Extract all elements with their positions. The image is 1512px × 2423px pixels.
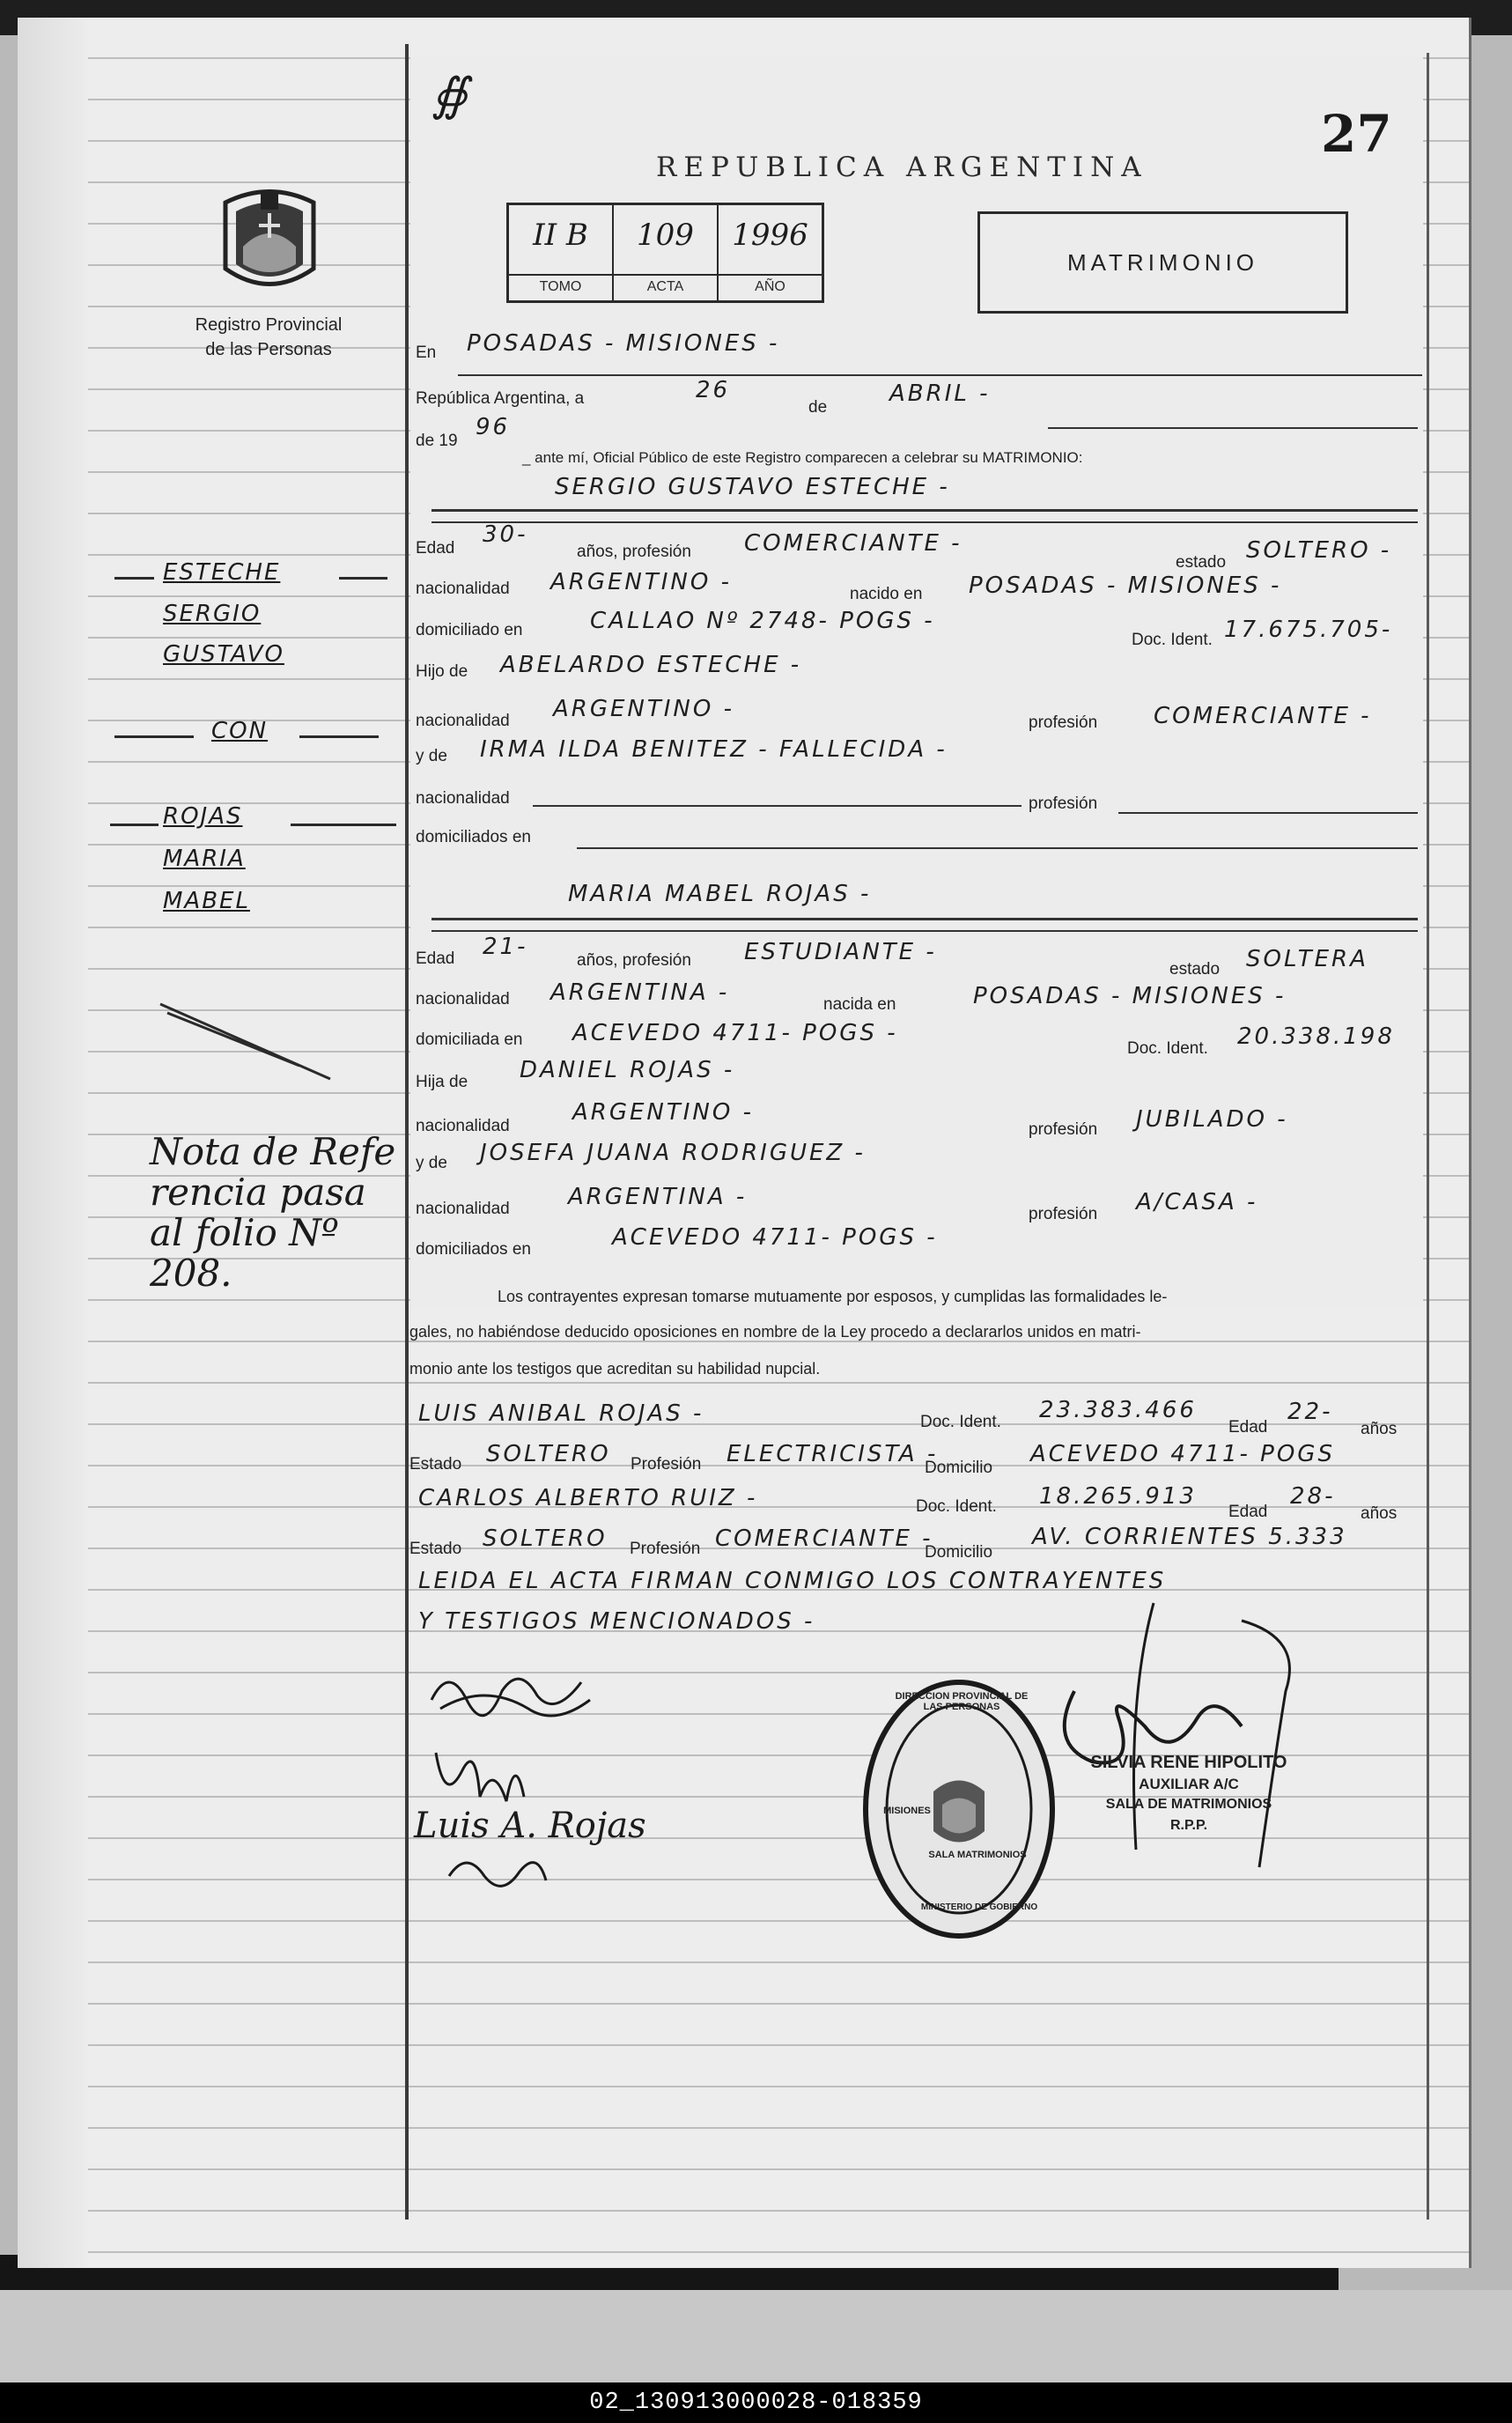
tomo-value: II B [533,218,588,253]
margin-husband-surname: ESTECHE [163,559,281,586]
label-groom-mother-nat: nacionalidad [416,789,510,808]
label-groom-father-prof: profesión [1029,713,1098,732]
label-witness2-domicilio: Domicilio [925,1543,993,1562]
witness2-profession: COMERCIANTE - [715,1525,933,1552]
marriage-month: ABRIL - [889,380,991,407]
margin-husband-name2: GUSTAVO [163,641,284,668]
ano-value: 1996 [732,218,808,253]
groom-father-profession: COMERCIANTE - [1154,703,1372,729]
label-bride-doc: Doc. Ident. [1127,1039,1208,1058]
label-bride-profesion: años, profesión [577,951,691,970]
label-groom-doc: Doc. Ident. [1132,631,1213,649]
label-bride-estado: estado [1169,960,1221,979]
legal-line-2: gales, no habiéndose deducido oposiciones en nombre de la Ley procedo a declararlos unidos en matri- [409,1323,1141,1341]
legal-line-3: monio ante los testigos que acreditan su habilidad nupcial. [409,1360,821,1378]
contrayentes-signatures [414,1647,616,1902]
bride-age: 21- [483,934,528,960]
witness1-age: 22- [1287,1399,1333,1425]
label-witness1-domicilio: Domicilio [925,1459,993,1477]
groom-name: SERGIO GUSTAVO ESTECHE - [555,474,950,500]
groom-doc-id: 17.675.705- [1224,617,1393,643]
label-witness2-profesion: Profesión [630,1540,701,1558]
label-bride-yde: y de [416,1154,447,1172]
ano-label: AÑO [719,274,822,295]
label-groom-hijo: Hijo de [416,662,468,681]
rule [431,918,1418,920]
witness1-address: ACEVEDO 4711- POGS [1030,1441,1335,1467]
margin-wife-name2: MABEL [163,888,250,914]
label-witness1-doc: Doc. Ident. [920,1413,1001,1431]
label-bride-mother-prof: profesión [1029,1205,1098,1223]
groom-birthplace: POSADAS - MISIONES - [969,573,1282,599]
label-ante: _ ante mí, Oficial Público de este Registro comparecen a celebrar su MATRIMONIO: [522,449,1083,466]
label-groom-yde: y de [416,747,447,765]
label-groom-domiciliado: domiciliado en [416,621,523,639]
groom-nationality: ARGENTINO - [550,569,732,595]
label-de19: de 19 [416,432,458,450]
reference-note-line-1: Nota de Refe [150,1130,396,1173]
margin-connector: CON [211,718,269,744]
margin-strike-mark [159,995,335,1083]
margin-dash [299,735,379,738]
margin-dash [110,824,159,826]
bride-address: ACEVEDO 4711- POGS - [572,1020,898,1046]
groom-civil-status: SOLTERO - [1246,537,1392,564]
marriage-year: 96 [476,414,511,440]
tomo-label: TOMO [509,274,612,295]
marriage-day: 26 [696,377,731,403]
bride-father-profession: JUBILADO - [1136,1106,1288,1133]
groom-mother: IRMA ILDA BENITEZ - FALLECIDA - [480,736,948,763]
label-groom-father-nat: nacionalidad [416,712,510,730]
official-title-3: R.P.P. [1169,1818,1208,1833]
label-witness2-estado: Estado [409,1540,462,1558]
seal-bottom-text: MINISTERIO DE GOBIERNO [920,1902,1038,1912]
witness1-doc-id: 23.383.466 [1039,1397,1197,1423]
rule [1118,812,1418,814]
groom-profession: COMERCIANTE - [744,530,963,557]
page-number: 27 [1321,104,1392,164]
groom-address: CALLAO Nº 2748- POGS - [590,608,935,634]
tomo-acta-ano-box [506,203,824,303]
bride-father: DANIEL ROJAS - [520,1057,735,1083]
bride-father-nationality: ARGENTINO - [572,1099,754,1126]
registry-line-2: de las Personas [205,340,332,359]
witness1-profession: ELECTRICISTA - [726,1441,939,1467]
margin-husband-name1: SERGIO [163,601,262,627]
label-bride-father-nat: nacionalidad [416,1117,510,1135]
country-title: REPUBLICA ARGENTINA [656,151,1148,183]
registry-line-1: Registro Provincial [195,315,343,335]
witness1-name: LUIS ANIBAL ROJAS - [418,1400,704,1427]
witness2-civil-status: SOLTERO [483,1525,608,1552]
label-groom-profesion: años, profesión [577,543,691,561]
ano-cell [719,205,822,300]
acta-cell [614,205,719,300]
seal-middle-text: SALA MATRIMONIOS [928,1850,1027,1860]
acta-value: 109 [637,218,694,253]
province-emblem-icon [217,185,322,299]
seal-left-text: MISIONES [883,1806,931,1816]
label-witness2-doc: Doc. Ident. [916,1497,997,1516]
witness2-name: CARLOS ALBERTO RUIZ - [418,1485,758,1511]
label-groom-nacido: nacido en [850,585,923,603]
legal-line-1: Los contrayentes expresan tomarse mutuamente por esposos, y cumplidas las formalidades le- [498,1288,1168,1305]
official-signature [1022,1585,1303,1885]
witness1-civil-status: SOLTERO [486,1441,611,1467]
label-groom-estado: estado [1176,553,1227,572]
bride-name: MARIA MABEL ROJAS - [568,881,872,907]
margin-dash [114,735,194,738]
bride-parents-address: ACEVEDO 4711- POGS - [612,1224,938,1251]
official-title-1: AUXILIAR A/C [1139,1776,1239,1792]
label-bride-edad: Edad [416,949,455,968]
bride-mother-profession: A/CASA - [1136,1189,1258,1215]
groom-father: ABELARDO ESTECHE - [500,652,802,678]
reference-note-line-2: rencia pasa [150,1171,366,1214]
label-groom-nacionalidad: nacionalidad [416,580,510,598]
rule [1048,427,1418,429]
label-groom-dom-parents: domiciliados en [416,828,531,846]
official-name: SILVIA RENE HIPOLITO [1090,1753,1287,1772]
page-gutter [18,18,88,2268]
seal-top-text: DIRECCION PROVINCIAL DE LAS PERSONAS [895,1691,1029,1712]
bride-profession: ESTUDIANTE - [744,939,937,965]
margin-dash [339,577,387,580]
label-bride-nacionalidad: nacionalidad [416,990,510,1008]
reference-note [150,1132,395,1294]
label-bride-nacida: nacida en [823,995,896,1014]
bride-birthplace: POSADAS - MISIONES - [973,983,1287,1009]
closing-line-1: LEIDA EL ACTA FIRMAN CONMIGO LOS CONTRAYENTES [418,1568,1167,1594]
label-witness1-estado: Estado [409,1455,462,1474]
label-groom-edad: Edad [416,539,455,558]
reference-note-line-3: al folio Nº [150,1211,339,1254]
label-witness2-anos: años [1361,1504,1398,1523]
label-bride-hija: Hija de [416,1073,468,1091]
official-title-2: SALA DE MATRIMONIOS [1105,1797,1272,1812]
label-bride-father-prof: profesión [1029,1120,1098,1139]
label-groom-mother-prof: profesión [1029,794,1098,813]
witness2-address: AV. CORRIENTES 5.333 [1032,1524,1347,1550]
rule [431,509,1418,512]
tomo-cell [509,205,614,300]
label-witness1-edad: Edad [1228,1418,1268,1437]
label-witness2-edad: Edad [1228,1503,1268,1521]
witness2-doc-id: 18.265.913 [1039,1483,1197,1510]
right-border-rule [1427,53,1429,2220]
bride-civil-status: SOLTERA [1246,946,1368,972]
document-type-box: MATRIMONIO [977,211,1348,314]
label-de: de [808,398,828,417]
label-witness1-profesion: Profesión [631,1455,702,1474]
groom-father-nationality: ARGENTINO - [553,696,734,722]
margin-rule [405,44,409,2220]
label-bride-domiciliada: domiciliada en [416,1031,523,1049]
label-bride-dom-parents: domiciliados en [416,1240,531,1259]
marriage-place: POSADAS - MISIONES - [467,330,780,357]
groom-age: 30- [483,521,528,548]
bride-mother: JOSEFA JUANA RODRIGUEZ - [480,1140,866,1166]
reference-note-line-4: 208. [150,1252,232,1295]
closing-line-2: Y TESTIGOS MENCIONADOS - [418,1608,815,1635]
witness2-age: 28- [1290,1483,1336,1510]
rule [431,521,1418,523]
margin-wife-surname: ROJAS [163,803,243,830]
rule [458,374,1422,376]
registry-label [141,313,396,362]
bride-doc-id: 20.338.198 [1237,1023,1395,1050]
label-witness1-anos: años [1361,1420,1398,1438]
margin-dash [291,824,396,826]
acta-label: ACTA [614,274,717,295]
bride-mother-nationality: ARGENTINA - [568,1184,748,1210]
desk-surface [0,2290,1512,2382]
corner-initials: ∯ [431,69,468,122]
margin-dash [114,577,154,580]
rule [431,930,1418,932]
witness-signature: Luis A. Rojas [414,1806,646,1846]
image-code-caption: 02_130913000028-018359 [0,2382,1512,2423]
label-en: En [416,344,437,362]
label-bride-mother-nat: nacionalidad [416,1200,510,1218]
rule [577,847,1418,849]
bride-nationality: ARGENTINA - [550,979,730,1006]
margin-wife-name1: MARIA [163,846,246,872]
rule [533,805,1022,807]
label-republica: República Argentina, a [416,389,585,408]
